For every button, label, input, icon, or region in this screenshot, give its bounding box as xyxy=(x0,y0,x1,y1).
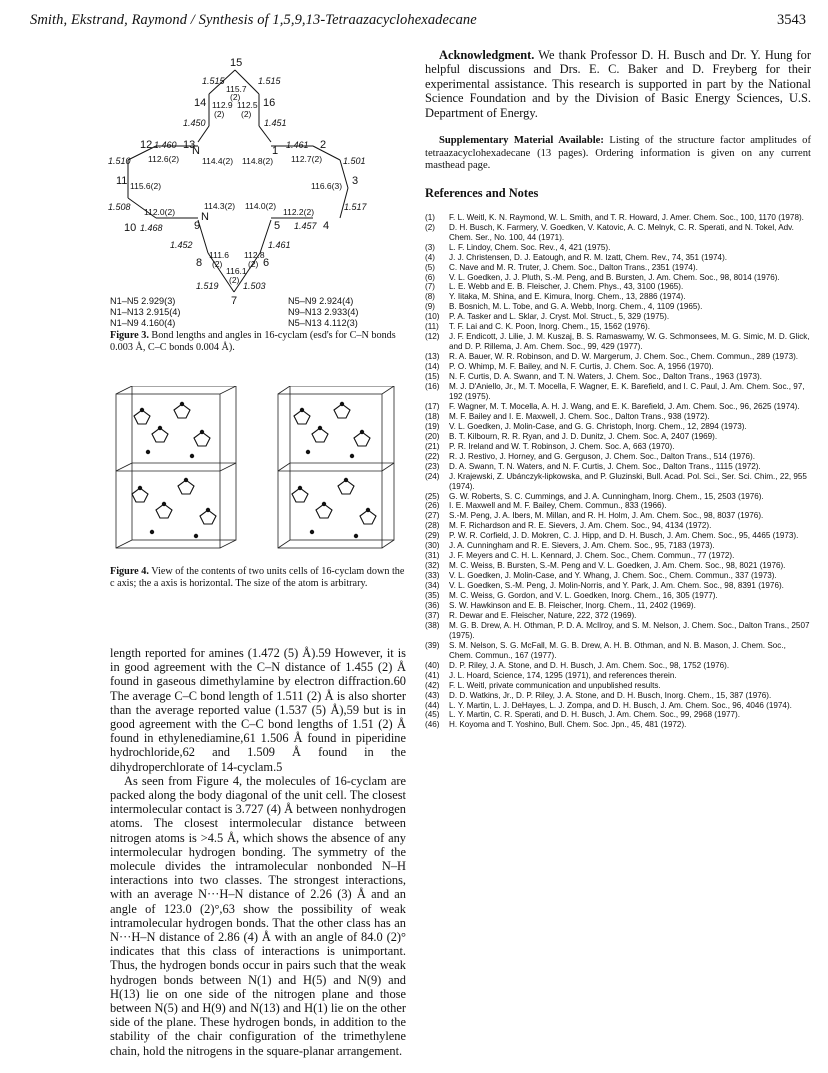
figure4-caption xyxy=(110,566,406,591)
bond-angle: 112.8 xyxy=(244,250,265,260)
bond-angle: 112.5 xyxy=(237,100,258,110)
reference-text: V. L. Goedken, S.-M. Peng, J. Molin-Norris, and Y. Park, J. Am. Chem. Soc., 98, 8391 (1976). xyxy=(449,581,784,591)
reference-number: (1) xyxy=(425,212,435,222)
bond-angle: (2) xyxy=(248,259,259,269)
reference-item xyxy=(425,372,811,382)
reference-text: B. T. Kilbourn, R. R. Ryan, and J. D. Dunitz, J. Chem. Soc. A, 2407 (1969). xyxy=(449,431,718,441)
atom-label: 3 xyxy=(352,175,359,187)
reference-text: M. F. Richardson and R. E. Sievers, J. Am. Chem. Soc., 94, 4134 (1972). xyxy=(449,521,712,531)
body-text xyxy=(110,646,406,1058)
figure4-svg xyxy=(112,386,400,558)
page-number: 3543 xyxy=(777,12,806,28)
acknowledgment-label: Acknowledgment. xyxy=(439,48,535,62)
supplementary-material xyxy=(425,135,811,173)
reference-number: (41) xyxy=(425,670,440,680)
bond-angle: 112.2(2) xyxy=(283,207,315,217)
reference-item xyxy=(425,472,811,492)
reference-number: (14) xyxy=(425,362,440,372)
reference-text: V. L. Goedken, J. J. Pluth, S.-M. Peng, and B. Bursten, J. Am. Chem. Soc., 98, 8014 (1976). xyxy=(449,272,780,282)
reference-item xyxy=(425,432,811,442)
reference-number: (11) xyxy=(425,322,439,332)
figure4-caption-label: Figure 4. xyxy=(110,566,149,577)
reference-item xyxy=(425,292,811,302)
reference-number: (45) xyxy=(425,710,440,720)
reference-number: (18) xyxy=(425,411,440,421)
reference-text: R. J. Restivo, J. Horney, and G. Gerguson, J. Chem. Soc., Dalton Trans., 514 (1976). xyxy=(449,451,756,461)
reference-item xyxy=(425,561,811,571)
reference-text: P. O. Whimp, M. F. Bailey, and N. F. Curtis, J. Chem. Soc. A, 1956 (1970). xyxy=(449,362,714,372)
reference-text: D. H. Busch, K. Farmery, V. Goedken, V. Katovic, A. C. Melnyk, C. R. Sperati, and N. Tokel, Adv. Chem. Ser., No. 100, 44 (1971). xyxy=(449,222,794,242)
reference-text: D. A. Swann, T. N. Waters, and N. F. Curtis, J. Chem. Soc., Dalton Trans., 1115 (1972). xyxy=(449,461,761,471)
reference-text: H. Koyoma and T. Yoshino, Bull. Chem. Soc. Jpn., 45, 481 (1972). xyxy=(449,720,687,730)
reference-item xyxy=(425,591,811,601)
body-paragraph: As seen from Figure 4, the molecules of 16-cyclam are packed along the body diagonal of the unit cell. The closest intermolecular contact is 3.727 (4) Å between nonhydrogen atoms. The closest intermolecular distance between nitrogen atoms is >4.5 Å, which shows the absence of any intermolecular hydrogen bonding. The symmetry of the molecule divides the intramolecular nonbonded N–H interactions into two classes. The strongest interactions, with an average N···H–N distance of 2.26 (3) Å and an angle of 123.0 (2)°,63 show the possibility of weak intramolecular hydrogen bonds. That the other class has an N···H–N distance of 2.86 (4) Å with an angle of 84.0 (2)° indicates that this class of interactions is unimportant. Thus, the hydrogen bonds occur in pairs such that the weak hydrogen bonds between N(1) and H(5) and N(9) and H(13) lie on one side of the nitrogen plane and those between N(5) and H(9) and N(13) and H(1) lie on the other side of the plane. These hydrogen bonds, in addition to the stability of the chair configuration of the trimethylene chain, hold the nitrogens in the square-planar arrangement. xyxy=(110,773,406,1058)
reference-number: (28) xyxy=(425,521,440,531)
reference-text: R. A. Bauer, W. R. Robinson, and D. W. Margerum, J. Chem. Soc., Chem. Commun., 289 (1973). xyxy=(449,352,799,362)
reference-item xyxy=(425,691,811,701)
reference-item xyxy=(425,442,811,452)
reference-text: D. D. Watkins, Jr., D. P. Riley, J. A. Stone, and D. H. Busch, Inorg. Chem., 15, 387 (1976). xyxy=(449,690,772,700)
reference-item xyxy=(425,362,811,372)
reference-number: (30) xyxy=(425,541,440,551)
reference-item xyxy=(425,641,811,661)
reference-number: (29) xyxy=(425,531,440,541)
bond-angle: 114.0(2) xyxy=(245,201,277,211)
bond-length: 1.508 xyxy=(108,202,131,212)
reference-text: M. C. Weiss, B. Bursten, S.-M. Peng and V. L. Goedken, J. Am. Chem. Soc., 98, 8021 (1976). xyxy=(449,561,786,571)
reference-item xyxy=(425,571,811,581)
nn-distance-row: N5–N13 4.112(3) xyxy=(288,318,358,328)
nn-distance-row: N1–N13 2.915(4) xyxy=(110,307,181,317)
reference-text: L. Y. Martin, C. R. Sperati, and D. H. Busch, J. Am. Chem. Soc., 99, 2968 (1977). xyxy=(449,710,740,720)
bond-length: 1.515 xyxy=(258,76,281,86)
reference-text: M. J. D'Aniello, Jr., M. T. Mocella, F. Wagner, E. K. Barefield, and I. C. Paul, J. Am. Chem. Soc., 97, 192 (1975). xyxy=(449,382,805,401)
reference-item xyxy=(425,661,811,671)
reference-text: P. W. R. Corfield, J. D. Mokren, C. J. Hipp, and D. H. Busch, J. Am. Chem. Soc., 95, 4465 (1973). xyxy=(449,531,799,541)
reference-text: L. F. Lindoy, Chem. Soc. Rev., 4, 421 (1975). xyxy=(449,242,611,252)
reference-text: L. E. Webb and E. B. Fleischer, J. Chem. Phys., 43, 3100 (1965). xyxy=(449,282,684,292)
reference-item xyxy=(425,511,811,521)
bond-angle: 112.6(2) xyxy=(148,154,180,164)
atom-label: 9 xyxy=(194,220,201,232)
bond-length: 1.461 xyxy=(268,240,291,250)
supplementary-label: Supplementary Material Available: xyxy=(439,135,604,147)
reference-list xyxy=(425,213,811,731)
reference-text: R. Dewar and E. Fleischer, Nature, 222, 372 (1969). xyxy=(449,610,637,620)
reference-text: V. L. Goedken, J. Molin-Case, and Y. Whang, J. Chem. Soc., Chem. Commun., 337 (1973). xyxy=(449,571,777,581)
bond-length: 1.451 xyxy=(264,118,287,128)
reference-number: (3) xyxy=(425,242,435,252)
bond-length: 1.510 xyxy=(108,156,131,166)
reference-item xyxy=(425,422,811,432)
reference-number: (43) xyxy=(425,690,440,700)
reference-text: M. F. Bailey and I. E. Maxwell, J. Chem. Soc., Dalton Trans., 938 (1972). xyxy=(449,411,710,421)
reference-text: S. W. Hawkinson and E. B. Fleischer, Inorg. Chem., 11, 2402 (1969). xyxy=(449,600,696,610)
bond-angle: 112.7(2) xyxy=(291,154,323,164)
bond-length: 1.457 xyxy=(294,221,317,231)
reference-number: (10) xyxy=(425,312,440,322)
reference-number: (42) xyxy=(425,680,440,690)
reference-number: (40) xyxy=(425,660,440,670)
nn-distance-row: N9–N13 2.933(4) xyxy=(288,307,359,317)
figure4-caption-text: View of the contents of two units cells of 16-cyclam down the c axis; the a axis is horizontal. The size of the atom is arbitrary. xyxy=(110,566,405,590)
reference-number: (9) xyxy=(425,302,435,312)
atom-label: 7 xyxy=(231,295,238,307)
atom-label: 10 xyxy=(124,222,137,234)
reference-text: J. A. Cunningham and R. E. Sievers, J. Am. Chem. Soc., 95, 7183 (1973). xyxy=(449,541,715,551)
reference-item xyxy=(425,402,811,412)
reference-text: I. E. Maxwell and M. F. Bailey, Chem. Commun., 833 (1966). xyxy=(449,501,667,511)
reference-number: (15) xyxy=(425,372,440,382)
reference-item xyxy=(425,273,811,283)
reference-item xyxy=(425,710,811,720)
figure3-caption-label: Figure 3. xyxy=(110,330,149,341)
bond-angle: 114.3(2) xyxy=(204,201,236,211)
reference-text: C. Nave and M. R. Truter, J. Chem. Soc., Dalton Trans., 2351 (1974). xyxy=(449,262,698,272)
reference-number: (12) xyxy=(425,332,440,342)
atom-label: 8 xyxy=(196,257,203,269)
reference-item xyxy=(425,253,811,263)
reference-number: (25) xyxy=(425,491,440,501)
reference-number: (2) xyxy=(425,222,435,232)
reference-text: Y. Iitaka, M. Shina, and E. Kimura, Inorg. Chem., 13, 2886 (1974). xyxy=(449,292,686,302)
reference-item xyxy=(425,312,811,322)
reference-number: (38) xyxy=(425,620,440,630)
atom-label: 6 xyxy=(263,257,270,269)
unit-cell-right xyxy=(278,386,394,548)
nn-distance-row: N1–N5 2.929(3) xyxy=(110,296,176,306)
reference-text: P. R. Ireland and W. T. Robinson, J. Chem. Soc. A, 663 (1970). xyxy=(449,441,675,451)
reference-item xyxy=(425,213,811,223)
reference-item xyxy=(425,243,811,253)
nn-distance-column-right xyxy=(288,296,358,329)
reference-text: M. G. B. Drew, A. H. Othman, P. D. A. McIlroy, and S. M. Nelson, J. Chem. Soc., Dalton Trans., 2507 (1975). xyxy=(449,620,810,640)
reference-item xyxy=(425,412,811,422)
supplementary-text: Listing of the structure factor amplitudes of tetraazacyclohexadecane (13 pages). Ordering information is given on any current masthead page. xyxy=(425,135,811,172)
atom-label: 11 xyxy=(116,175,128,187)
reference-item xyxy=(425,541,811,551)
references-heading: References and Notes xyxy=(425,185,539,200)
reference-number: (24) xyxy=(425,471,440,481)
bond-angle: (2) xyxy=(229,275,240,285)
reference-text: J. J. Christensen, D. J. Eatough, and R. M. Izatt, Chem. Rev., 74, 351 (1974). xyxy=(449,252,728,262)
bond-angle: 114.8(2) xyxy=(242,156,274,166)
nn-distance-column-left xyxy=(110,296,180,329)
reference-item xyxy=(425,720,811,730)
bond-angle: 112.9 xyxy=(212,100,233,110)
reference-number: (6) xyxy=(425,272,435,282)
reference-item xyxy=(425,521,811,531)
figure4-stereo-view xyxy=(112,386,400,558)
atom-label: 4 xyxy=(323,220,330,232)
reference-number: (21) xyxy=(425,441,440,451)
atom-label: N xyxy=(192,145,200,157)
reference-number: (7) xyxy=(425,282,435,292)
reference-item xyxy=(425,701,811,711)
reference-text: B. Bosnich, M. L. Tobe, and G. A. Webb, Inorg. Chem., 4, 1109 (1965). xyxy=(449,302,703,312)
figure3-svg xyxy=(108,48,398,310)
right-column xyxy=(425,48,811,730)
atom-label: 12 xyxy=(140,139,153,151)
bond-length: 1.501 xyxy=(343,156,366,166)
reference-text: J. F. Endicott, J. Lilie, J. M. Kuszaj, B. S. Ramaswamy, W. G. Schmonsees, M. G. Simic, M. D. Glick, and D. P. Rillema, J. Am. Chem. Soc., 99, 429 (1977). xyxy=(449,332,810,352)
reference-number: (31) xyxy=(425,551,440,561)
reference-text: S. M. Nelson, S. G. McFall, M. G. B. Drew, A. H. B. Othman, and N. B. Mason, J. Chem. Soc., Chem. Commun., 167 (1977). xyxy=(449,640,786,660)
reference-number: (39) xyxy=(425,640,440,650)
bond-angle: 116.6(3) xyxy=(311,181,343,191)
reference-number: (27) xyxy=(425,511,440,521)
unit-cell-left xyxy=(116,386,236,548)
figure3-caption-text: Bond lengths and angles in 16-cyclam (esd's for C–N bonds 0.003 Å, C–C bonds 0.004 Å). xyxy=(110,330,396,354)
acknowledgment-text: We thank Professor D. H. Busch and Dr. Y. Hung for helpful discussions and Drs. E. C. Baker and D. Freyberg for their experimental assistance. This research is supported in part by the National Science Foundation and by the Division of Basic Energy Sciences, U.S. Department of Energy. xyxy=(425,48,811,120)
atom-label: 2 xyxy=(320,139,327,151)
reference-number: (33) xyxy=(425,571,440,581)
acknowledgment xyxy=(425,48,811,120)
reference-text: J. L. Hoard, Science, 174, 1295 (1971), and references therein. xyxy=(449,670,677,680)
reference-text: P. A. Tasker and L. Sklar, J. Cryst. Mol. Struct., 5, 329 (1975). xyxy=(449,312,670,322)
reference-text: F. L. Weitl, private communication and unpublished results. xyxy=(449,680,661,690)
reference-item xyxy=(425,621,811,641)
reference-item xyxy=(425,581,811,591)
reference-number: (8) xyxy=(425,292,435,302)
bond-length: 1.450 xyxy=(183,118,206,128)
bond-angle: 114.4(2) xyxy=(202,156,234,166)
atom-label: 16 xyxy=(263,97,276,109)
bond-angle: (2) xyxy=(241,109,252,119)
reference-text: F. L. Weitl, K. N. Raymond, W. L. Smith, and T. R. Howard, J. Amer. Chem. Soc., 100, 1170 (1978). xyxy=(449,212,804,222)
reference-item xyxy=(425,223,811,243)
reference-text: J. Krajewski, Z. Ubánczyk-lipkowska, and P. Gluzinski, Bull. Acad. Pol. Sci., Ser. Sci. Chim., 22, 955 (1974). xyxy=(449,471,807,491)
reference-number: (36) xyxy=(425,600,440,610)
reference-item xyxy=(425,501,811,511)
figure3-structure-diagram xyxy=(108,48,398,310)
reference-number: (46) xyxy=(425,720,440,730)
reference-number: (22) xyxy=(425,451,440,461)
atom-label: N xyxy=(201,211,209,223)
bond-length: 1.460 xyxy=(154,140,177,150)
reference-item xyxy=(425,611,811,621)
reference-number: (26) xyxy=(425,501,440,511)
bond-angle: 111.6 xyxy=(209,250,230,260)
reference-text: L. Y. Martin, L. J. DeHayes, L. J. Zompa, and D. H. Busch, J. Am. Chem. Soc., 96, 4046 (1974). xyxy=(449,700,792,710)
reference-item xyxy=(425,382,811,402)
reference-item xyxy=(425,452,811,462)
bond-length: 1.452 xyxy=(170,240,193,250)
page-header xyxy=(30,12,806,34)
reference-number: (35) xyxy=(425,591,440,601)
bond xyxy=(198,126,209,142)
bond-angle: (2) xyxy=(212,259,223,269)
atom-label: 1 xyxy=(272,145,279,157)
reference-text: F. Wagner, M. T. Mocella, A. H. J. Wang, and E. K. Barefield, J. Am. Chem. Soc., 96, 2625 (1974). xyxy=(449,401,800,411)
bond-length: 1.517 xyxy=(344,202,367,212)
reference-text: J. F. Meyers and C. H. L. Kennard, J. Chem. Soc., Chem. Commun., 77 (1972). xyxy=(449,551,735,561)
atom-label: 5 xyxy=(274,220,281,232)
reference-text: S.-M. Peng, J. A. Ibers, M. Millan, and R. H. Holm, J. Am. Chem. Soc., 98, 8037 (1976). xyxy=(449,511,764,521)
reference-item xyxy=(425,681,811,691)
reference-number: (34) xyxy=(425,581,440,591)
reference-item xyxy=(425,601,811,611)
bond-length: 1.468 xyxy=(140,223,163,233)
body-paragraph: length reported for amines (1.472 (5) Å).59 However, it is in good agreement with the C–N distance of 1.455 (2) Å found in gaseous dimethylamine by electron diffraction.60 The average C–C bond length of 1.511 (2) Å is also shorter than the average reported value (1.537 (5) Å),59 but is in good agreement with the C–C bond lengths of 1.51 (2) Å found in ethylenediamine,61 1.506 Å found in piperidine hydrochloride,62 and 1.509 Å found in the dihydroperchlorate of 14-cyclam.5 xyxy=(110,646,406,774)
bond-angle: 115.7 xyxy=(226,84,247,94)
reference-item xyxy=(425,302,811,312)
reference-text: D. P. Riley, J. A. Stone, and D. H. Busch, J. Am. Chem. Soc., 98, 1752 (1976). xyxy=(449,660,730,670)
figure3-caption xyxy=(110,330,406,355)
reference-number: (16) xyxy=(425,382,440,392)
bond-length: 1.461 xyxy=(286,140,309,150)
bond-angle: 116.1 xyxy=(226,266,247,276)
running-title: Smith, Ekstrand, Raymond / Synthesis of 1,5,9,13-Tetraazacyclohexadecane xyxy=(30,12,477,28)
reference-number: (32) xyxy=(425,561,440,571)
nn-distance-row: N1–N9 4.160(4) xyxy=(110,318,176,328)
bond-angle: (2) xyxy=(214,109,225,119)
reference-number: (20) xyxy=(425,431,440,441)
reference-item xyxy=(425,332,811,352)
atom-label: 14 xyxy=(194,97,207,109)
bond-length: 1.519 xyxy=(196,281,219,291)
reference-number: (44) xyxy=(425,700,440,710)
bond-length: 1.515 xyxy=(202,76,225,86)
atom-label: 13 xyxy=(183,139,196,151)
reference-item xyxy=(425,263,811,273)
reference-item xyxy=(425,282,811,292)
reference-text: N. F. Curtis, D. A. Swann, and T. N. Waters, J. Chem. Soc., Dalton Trans., 1963 (1973). xyxy=(449,372,762,382)
reference-number: (17) xyxy=(425,401,440,411)
reference-item xyxy=(425,492,811,502)
reference-number: (5) xyxy=(425,262,435,272)
bond xyxy=(259,126,271,142)
reference-item xyxy=(425,462,811,472)
bond-length: 1.503 xyxy=(243,281,266,291)
reference-number: (4) xyxy=(425,252,435,262)
reference-text: V. L. Goedken, J. Molin-Case, and G. G. Christoph, Inorg. Chem., 12, 2894 (1973). xyxy=(449,421,747,431)
bond-angle: 112.0(2) xyxy=(144,207,176,217)
reference-text: G. W. Roberts, S. C. Cummings, and J. A. Cunningham, Inorg. Chem., 15, 2503 (1976). xyxy=(449,491,764,501)
reference-item xyxy=(425,671,811,681)
reference-item xyxy=(425,551,811,561)
nn-distance-row: N5–N9 2.924(4) xyxy=(288,296,354,306)
reference-number: (23) xyxy=(425,461,440,471)
bond-angle: (2) xyxy=(230,92,241,102)
reference-item xyxy=(425,531,811,541)
reference-number: (13) xyxy=(425,352,440,362)
atom-label: 15 xyxy=(230,57,243,69)
reference-item xyxy=(425,352,811,362)
reference-text: M. C. Weiss, G. Gordon, and V. L. Goedken, Inorg. Chem., 16, 305 (1977). xyxy=(449,591,718,601)
reference-text: T. F. Lai and C. K. Poon, Inorg. Chem., 15, 1562 (1976). xyxy=(449,322,650,332)
reference-item xyxy=(425,322,811,332)
reference-number: (19) xyxy=(425,421,440,431)
reference-number: (37) xyxy=(425,610,440,620)
bond-angle: 115.6(2) xyxy=(130,181,162,191)
